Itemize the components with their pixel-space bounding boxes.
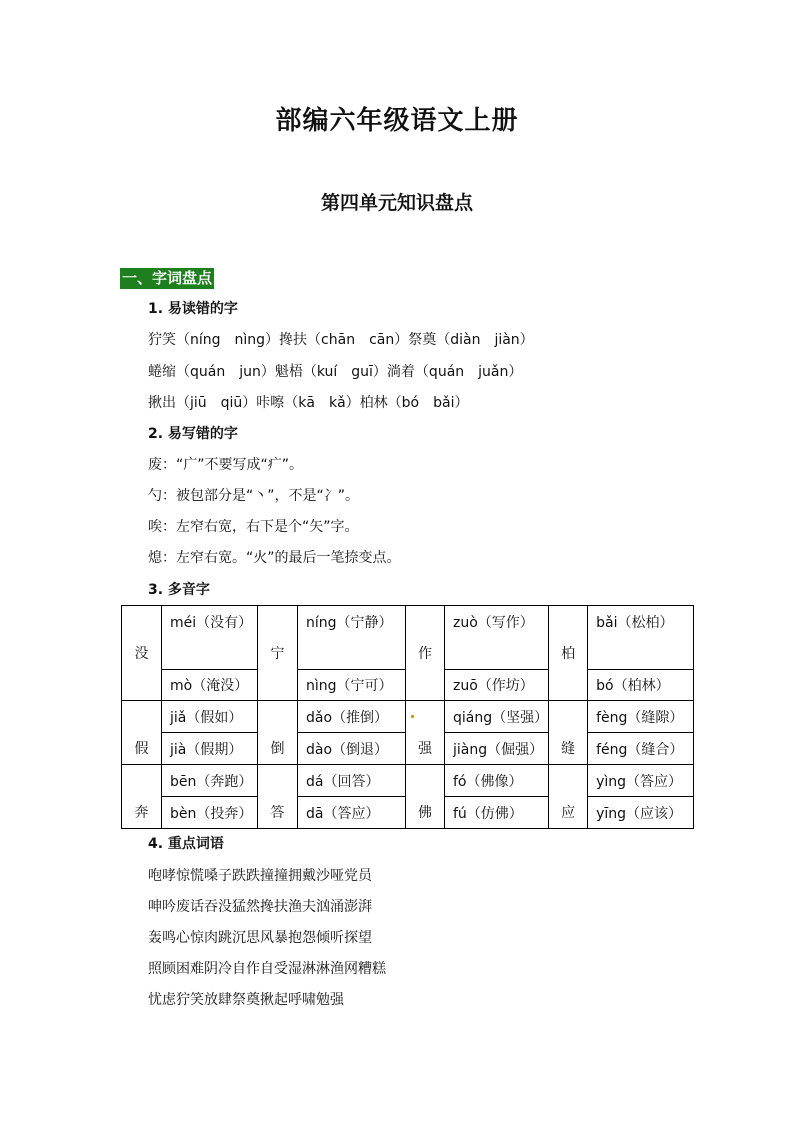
- poly-reading: méi（没有）: [162, 606, 258, 670]
- misread-line: 蜷缩（quán jun）魁梧（kuí guī）淌着（quán juǎn）: [148, 364, 523, 380]
- poly-char: 强: [406, 701, 445, 765]
- key-words-line: 忧虑狞笑放肆祭奠揪起呼啸勉强: [148, 992, 344, 1008]
- poly-reading: qiáng（坚强）: [445, 701, 549, 733]
- subheading-key-words: 4. 重点词语: [148, 836, 224, 852]
- poly-reading: bèn（投奔）: [162, 797, 258, 829]
- poly-char: 作: [406, 606, 445, 701]
- poly-reading: yìng（答应）: [588, 765, 694, 797]
- poly-reading: fèng（缝隙）: [588, 701, 694, 733]
- poly-reading: dào（倒退）: [298, 733, 406, 765]
- key-words-line: 轰鸣心惊肉跳沉思风暴抱怨倾听探望: [148, 930, 372, 946]
- poly-reading: fú（仿佛）: [445, 797, 549, 829]
- poly-char: 应: [549, 765, 588, 829]
- poly-reading: yīng（应该）: [588, 797, 694, 829]
- poly-reading: mò（淹没）: [162, 670, 258, 701]
- poly-reading: dā（答应）: [298, 797, 406, 829]
- poly-reading: jiàng（倔强）: [445, 733, 549, 765]
- miswritten-line: 唉：左窄右宽，右下是个“矢”字。: [148, 519, 359, 535]
- poly-char: 倒: [258, 701, 298, 765]
- polyphonic-table: [121, 605, 694, 829]
- subheading-misread-chars: 1. 易读错的字: [148, 301, 238, 317]
- decorative-dot: [411, 715, 414, 718]
- subheading-miswritten-chars: 2. 易写错的字: [148, 426, 238, 442]
- poly-reading: níng（宁静）: [298, 606, 406, 670]
- poly-char: 缝: [549, 701, 588, 765]
- poly-reading: jiǎ（假如）: [162, 701, 258, 733]
- misread-line: 揪出（jiū qiū）咔嚓（kā kǎ）柏林（bó bǎi）: [148, 395, 469, 411]
- document-title: 部编六年级语文上册: [275, 106, 519, 136]
- poly-char: 奔: [122, 765, 162, 829]
- poly-reading: bó（柏林）: [588, 670, 694, 701]
- poly-reading: nìng（宁可）: [298, 670, 406, 701]
- miswritten-line: 废：“广”不要写成“疒”。: [148, 457, 304, 473]
- key-words-line: 咆哮惊慌嗓子跌跌撞撞拥戴沙哑党员: [148, 868, 372, 884]
- poly-char: 宁: [258, 606, 298, 701]
- poly-reading: dá（回答）: [298, 765, 406, 797]
- miswritten-line: 勺：被包部分是“丶”，不是“冫”。: [148, 488, 360, 504]
- poly-reading: zuō（作坊）: [445, 670, 549, 701]
- poly-char: 答: [258, 765, 298, 829]
- poly-char: 假: [122, 701, 162, 765]
- poly-reading: zuò（写作）: [445, 606, 549, 670]
- poly-char: 佛: [406, 765, 445, 829]
- document-subtitle: 第四单元知识盘点: [320, 192, 473, 214]
- key-words-line: 呻吟废话吞没猛然搀扶渔夫汹涌澎湃: [148, 899, 372, 915]
- poly-reading: féng（缝合）: [588, 733, 694, 765]
- poly-reading: dǎo（推倒）: [298, 701, 406, 733]
- subheading-polyphonic-chars: 3. 多音字: [148, 582, 210, 598]
- poly-reading: bēn（奔跑）: [162, 765, 258, 797]
- poly-reading: fó（佛像）: [445, 765, 549, 797]
- key-words-line: 照顾困难阴冷自作自受湿淋淋渔网糟糕: [148, 961, 386, 977]
- poly-reading: bǎi（松柏）: [588, 606, 694, 670]
- miswritten-line: 熄：左窄右宽。“火”的最后一笔捺变点。: [148, 550, 401, 566]
- poly-char: 没: [122, 606, 162, 701]
- section-heading-word-review: 一、字词盘点: [122, 269, 213, 287]
- misread-line: 狞笑（níng nìng）搀扶（chān cān）祭奠（diàn jiàn）: [148, 332, 534, 348]
- poly-char: 柏: [549, 606, 588, 701]
- poly-reading: jià（假期）: [162, 733, 258, 765]
